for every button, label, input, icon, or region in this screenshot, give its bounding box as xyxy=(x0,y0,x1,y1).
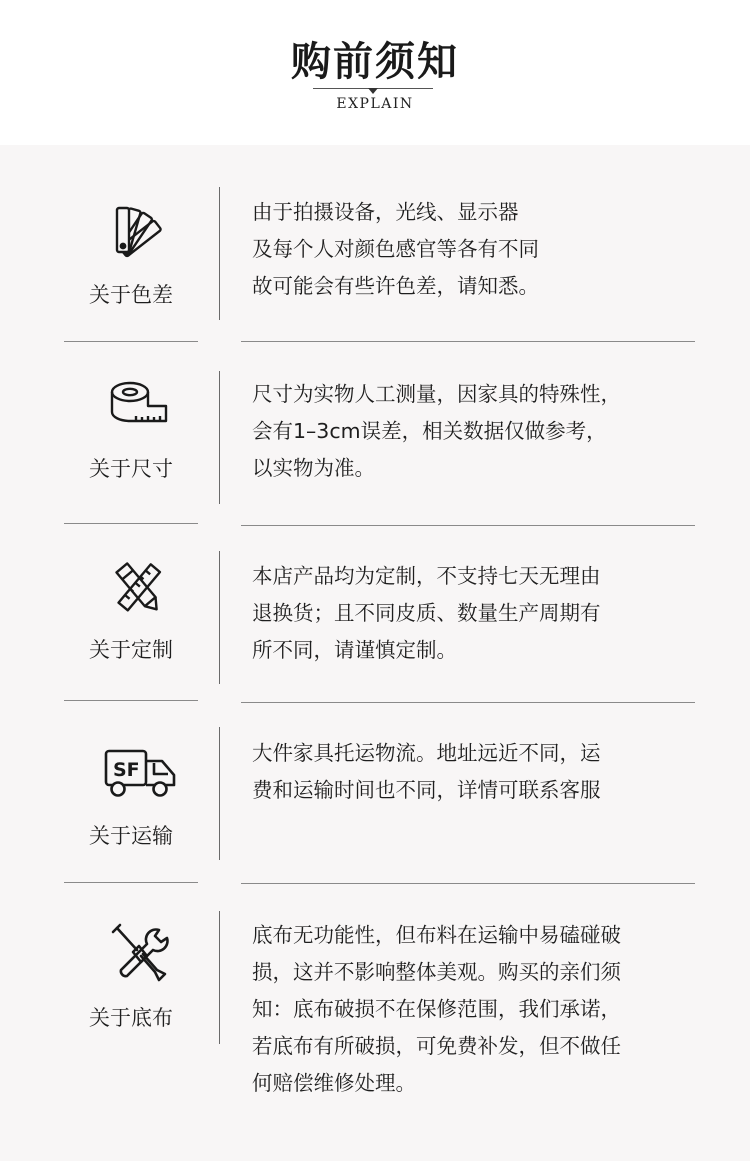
section-divider xyxy=(219,187,220,320)
text-line: 何赔偿维修处理。 xyxy=(252,1071,416,1095)
section-label: 关于运输 xyxy=(89,824,173,848)
separator-right xyxy=(241,702,695,703)
color-swatch-icon xyxy=(95,197,185,263)
section-text xyxy=(252,735,702,809)
section-text xyxy=(252,917,712,1102)
separator-right xyxy=(241,341,695,342)
text-line: 由于拍摄设备，光线、显示器 xyxy=(252,200,519,224)
section-divider xyxy=(219,551,220,684)
section-divider xyxy=(219,727,220,860)
section-text xyxy=(252,558,702,669)
sf-truck-icon xyxy=(95,740,185,806)
wrench-screwdriver-icon xyxy=(95,920,185,986)
text-line: 底布无功能性，但布料在运输中易磕碰破 xyxy=(252,923,621,947)
sf-logo-text: SF xyxy=(113,759,140,781)
separator-right xyxy=(241,525,695,526)
page-subtitle: EXPLAIN xyxy=(336,96,414,112)
separator-left xyxy=(64,700,198,701)
text-line: 故可能会有些许色差，请知悉。 xyxy=(252,274,539,298)
text-line: 费和运输时间也不同，详情可联系客服 xyxy=(252,778,601,802)
text-line: 若底布有所破损，可免费补发，但不做任 xyxy=(252,1034,621,1058)
text-line: 以实物为准。 xyxy=(252,456,375,480)
section-label: 关于尺寸 xyxy=(89,457,173,481)
section-text xyxy=(252,376,702,487)
section-divider xyxy=(219,911,220,1044)
separator-left xyxy=(64,523,198,524)
pencil-ruler-icon xyxy=(95,555,185,621)
separator-left xyxy=(64,341,198,342)
text-line: 所不同，请谨慎定制。 xyxy=(252,638,457,662)
text-line: 及每个人对颜色感官等各有不同 xyxy=(252,237,539,261)
header xyxy=(0,0,750,145)
section-text xyxy=(252,194,702,305)
tape-measure-icon xyxy=(95,371,185,437)
page-title: 购前须知 xyxy=(291,39,459,85)
text-line: 本店产品均为定制，不支持七天无理由 xyxy=(252,564,601,588)
text-line: 知：底布破损不在保修范围，我们承诺， xyxy=(252,997,621,1021)
separator-right xyxy=(241,883,695,884)
section-label: 关于底布 xyxy=(89,1006,173,1030)
text-line: 大件家具托运物流。地址远近不同，运 xyxy=(252,741,601,765)
title-divider-mark xyxy=(368,88,378,94)
section-label: 关于色差 xyxy=(89,283,173,307)
text-line: 损，这并不影响整体美观。购买的亲们须 xyxy=(252,960,621,984)
separator-left xyxy=(64,882,198,883)
text-line: 尺寸为实物人工测量，因家具的特殊性， xyxy=(252,382,621,406)
section-label: 关于定制 xyxy=(89,638,173,662)
notice-panel xyxy=(0,145,750,1161)
text-line: 会有1–3cm误差，相关数据仅做参考， xyxy=(252,419,607,443)
text-line: 退换货；且不同皮质、数量生产周期有 xyxy=(252,601,601,625)
section-divider xyxy=(219,371,220,504)
